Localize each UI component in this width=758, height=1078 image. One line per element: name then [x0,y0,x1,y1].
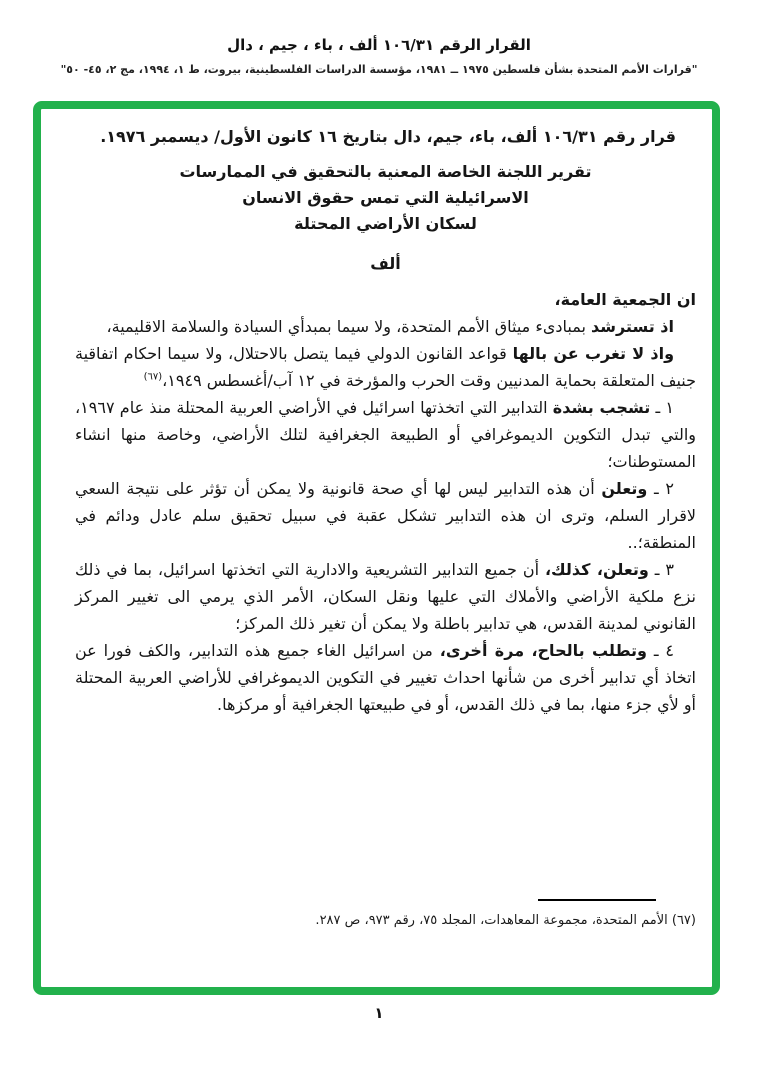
footnote-separator-rule [538,899,656,901]
section-letter-alef: ألف [370,254,401,273]
preamble-rest: قواعد القانون الدولي فيما يتصل بالاحتلال، ولا سيما احكام اتفاقية جنيف المتعلقة بحماية المدنيين وقت الحرب والمؤرخة في ١٢ آب/أغسطس ١٩٤٩، [75,344,696,390]
document-body [41,109,712,987]
paragraph-lead: تشجب بشدة [552,398,651,417]
operative-paragraph-2 [75,475,696,556]
document-title [75,159,696,237]
paragraph-number: ٣ ـ [648,560,675,579]
preamble-lead: اذ تسترشد [590,317,674,336]
preamble-paragraph [75,313,696,340]
footnote-text: (٦٧) الأمم المتحدة، مجموعة المعاهدات، المجلد ٧٥، رقم ٩٧٣، ص ٢٨٧. [315,913,696,928]
preamble-lead: واذ لا تغرب عن بالها [512,344,675,363]
paragraph-lead: وتطلب بالحاح، مرة أخرى، [439,641,647,660]
source-citation: "قرارات الأمم المتحدة بشأن فلسطين ١٩٧٥ ــ ١٩٨١، مؤسسة الدراسات الفلسطينية، بيروت، ط ١، ١٩٩٤، مج ٢، ٤٥- ٥٠" [60,63,698,76]
operative-paragraph-1 [75,394,696,475]
title-line-1: تقرير اللجنة الخاصة المعنية بالتحقيق في الممارسات [179,162,592,181]
paragraph-number: ٤ ـ [646,641,674,660]
resolution-opening-line: قرار رقم ١٠٦/٣١ ألف، باء، جيم، دال بتاريخ ١٦ كانون الأول/ ديسمبر ١٩٧٦. [100,127,676,146]
footnote-ref-label: (٦٧) [671,913,696,928]
resolution-header-title: القرار الرقم ١٠٦/٣١ ألف ، باء ، جيم ، دال [227,36,531,54]
paragraph-rest: أن هذه التدابير ليس لها أي صحة قانونية ولا يمكن أن تؤثر على نتيجة السعي لاقرار السلم، وترى ان هذه التدابير تشكل عقبة في سبيل تحقيق سلم عادل ودائم في المنطقة؛.. [75,479,696,552]
page-header [0,36,758,76]
paragraph-rest: أن جميع التدابير التشريعية والادارية التي اتخذتها اسرائيل، بما في ذلك نزع ملكية الأراضي والأملاك التي عليها ونقل السكان، الأمر الذي يرمي الى تغيير المركز القانوني لمدينة القدس، هي تدابير باطلة ولا يمكن أن تغير ذلك المركز؛ [75,560,696,633]
footnote-reference: (٦٧) [143,371,163,383]
general-assembly-line: ان الجمعية العامة، [554,290,696,309]
operative-paragraph-3 [75,556,696,637]
operative-paragraph-4 [75,637,696,718]
title-line-2: الاسرائيلية التي تمس حقوق الانسان [242,188,529,207]
page-number: ١ [374,1004,384,1022]
green-document-frame [33,101,720,995]
paragraph-number: ٢ ـ [647,479,675,498]
title-line-3: لسكان الأراضي المحتلة [294,214,477,233]
paragraph-lead: وتعلن [601,479,648,498]
paragraph-lead: وتعلن، كذلك، [544,560,649,579]
paragraph-number: ١ ـ [650,398,675,417]
paragraph-rest: من اسرائيل الغاء جميع هذه التدابير، والكف فورا عن اتخاذ أي تدابير أخرى من شأنها احداث تغيير في التكوين الديموغرافي للأراضي العربية المحتلة أو لأي جزء منها، بما في ذلك القدس، أو في طبيعتها الجغرافية أو مركزها. [75,641,696,714]
footnote-block [75,899,696,931]
preamble-rest: بمبادىء ميثاق الأمم المتحدة، ولا سيما بمبدأي السيادة والسلامة الاقليمية، [106,317,591,336]
paragraph-rest: التدابير التي اتخذتها اسرائيل في الأراضي العربية المحتلة منذ عام ١٩٦٧، والتي تبدل التكوين الديموغرافي أو الطبيعة الجغرافية لتلك الأراضي، وخاصة منها انشاء المستوطنات؛ [75,398,696,471]
preamble-paragraph [75,340,696,394]
